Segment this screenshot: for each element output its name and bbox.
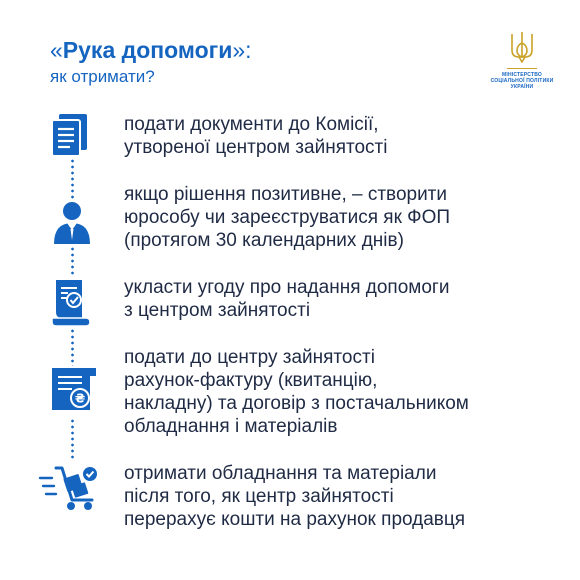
logo-line-3: УКРАЇНИ (510, 84, 534, 90)
step-5-line-3: перерахує кошти на рахунок продавця (124, 509, 466, 530)
step-2-text (124, 183, 450, 252)
ministry-logo (486, 30, 558, 90)
page-title (50, 36, 252, 88)
step-1-line-1: подати документи до Комісії, (124, 114, 379, 135)
trident-emblem-icon (508, 30, 536, 64)
logo-divider (507, 68, 537, 69)
step-1-line-2: утвореної центром зайнятості (124, 137, 388, 158)
step-2-line-3: (протягом 30 календарних днів) (124, 230, 404, 251)
step-1-text (124, 113, 387, 159)
contract-scroll-icon (48, 278, 94, 328)
quote-open: « (50, 37, 63, 63)
svg-text:₴: ₴ (74, 391, 86, 406)
connector-dots (71, 328, 74, 366)
quote-close: »: (232, 37, 252, 63)
connector-dots (71, 158, 74, 200)
delivery-cart-icon (38, 460, 102, 514)
connector-dots (71, 246, 74, 276)
step-4-line-2: рахунок-фактуру (квитанцію, (124, 370, 378, 391)
step-3-line-2: з центром зайнятості (124, 300, 311, 321)
step-4-text (124, 346, 469, 438)
step-2-line-2: юрособу чи зареєструватися як ФОП (124, 207, 451, 228)
documents-icon (48, 112, 92, 158)
step-3-text (124, 276, 449, 322)
step-5-line-2: після того, як центр зайнятості (124, 486, 394, 507)
step-4-line-1: подати до центру зайнятості (124, 347, 375, 368)
step-3-line-1: укласти угоду про надання допомоги (124, 277, 450, 298)
title-main (50, 36, 252, 64)
step-2-line-1: якщо рішення позитивне, – створити (124, 184, 447, 205)
invoice-receipt-icon (46, 364, 100, 416)
logo-line-1: МІНІСТЕРСТВО (502, 72, 542, 78)
step-5-text (124, 462, 465, 531)
title-subtitle: як отримати? (50, 67, 155, 86)
connector-dots (71, 418, 74, 460)
title-bold: Рука допомоги (62, 37, 233, 63)
logo-line-2: СОЦІАЛЬНОЇ ПОЛІТИКИ (490, 78, 554, 84)
step-4-line-3: накладну) та договір з постачальником (124, 393, 469, 414)
person-icon (50, 200, 94, 246)
step-5-line-1: отримати обладнання та матеріали (124, 463, 437, 484)
step-4-line-4: обладнання і матеріалів (124, 416, 338, 437)
